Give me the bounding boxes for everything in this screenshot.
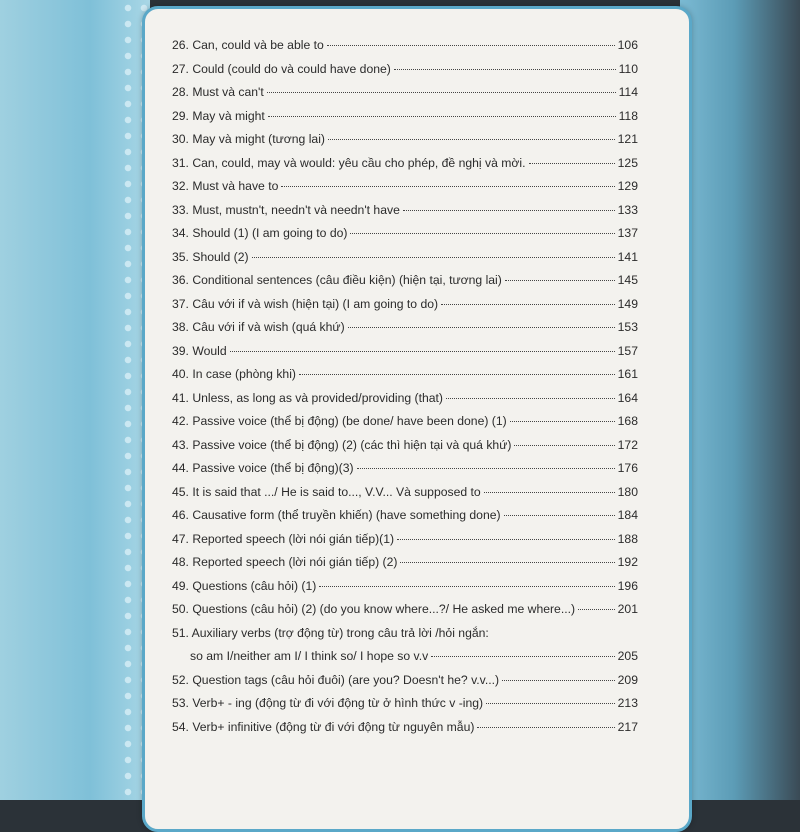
toc-entry-title: 47. Reported speech (lời nói gián tiếp)(1) (172, 531, 395, 546)
dot-leader (299, 374, 615, 375)
toc-entry-page-number: 129 (617, 179, 638, 193)
dot-leader (281, 186, 614, 187)
toc-entry (172, 438, 638, 462)
toc-entry (172, 391, 638, 415)
toc-entry-title: so am I/neither am I/ I think so/ I hope so v.v (190, 649, 429, 663)
dot-leader (505, 280, 615, 281)
toc-entry-title: 26. Can, could và be able to (172, 38, 324, 52)
toc-entry-title: 32. Must và have to (172, 179, 279, 193)
toc-entry-page-number: 188 (617, 531, 638, 546)
toc-entry-page-number: 192 (617, 555, 638, 569)
toc-entry (172, 367, 638, 391)
dot-leader (230, 351, 615, 352)
toc-entry-page-number: 176 (617, 461, 638, 475)
toc-entry (172, 85, 638, 109)
toc-entry-title: 34. Should (1) (I am going to do) (172, 226, 348, 240)
toc-entry-title: 52. Question tags (câu hỏi đuôi) (are you? Doesn't he? v.v...) (172, 672, 500, 687)
toc-entry (172, 579, 638, 603)
toc-entry-page-number: 114 (618, 85, 638, 99)
toc-entry-page-number: 172 (617, 437, 638, 452)
dot-leader (252, 257, 615, 258)
toc-entry (172, 320, 638, 344)
toc-entry-title: 50. Questions (câu hỏi) (2) (do you know where...?/ He asked me where...) (172, 602, 576, 616)
toc-entry-title: 46. Causative form (thể truyền khiến) (have something done) (172, 508, 501, 522)
dot-leader (578, 609, 615, 610)
toc-entry-title: 54. Verb+ infinitive (động từ đi với động từ nguyên mẫu) (172, 719, 475, 734)
dot-leader (477, 727, 614, 728)
toc-entry-page-number: 213 (617, 696, 638, 710)
toc-entry (172, 461, 638, 485)
toc-entry-title: 28. Must và can't (172, 85, 264, 99)
toc-entry (172, 720, 638, 744)
toc-entry-title: 27. Could (could do và could have done) (172, 61, 391, 76)
toc-entry-page-number: 180 (617, 484, 638, 499)
toc-entry-page-number: 161 (617, 367, 638, 381)
toc-entry-title: 37. Câu với if và wish (hiện tại) (I am going to do) (172, 296, 439, 311)
toc-entry (172, 485, 638, 509)
toc-entry-page-number: 205 (617, 649, 638, 663)
toc-entry-page-number: 168 (617, 414, 638, 428)
toc-entry-title: 51. Auxiliary verbs (trợ động từ) trong câu trả lời /hỏi ngắn: (172, 625, 489, 640)
toc-entry (172, 602, 638, 626)
toc-entry-title: 44. Passive voice (thể bị động)(3) (172, 461, 354, 475)
toc-entry (172, 555, 638, 579)
toc-entry (172, 532, 638, 556)
toc-entry-page-number: 141 (617, 249, 638, 264)
dot-leader (268, 116, 616, 117)
dot-leader (267, 92, 616, 93)
toc-entry (172, 273, 638, 297)
toc-entry (172, 38, 638, 62)
dot-leader (446, 398, 615, 399)
dot-leader (431, 656, 614, 657)
dot-leader (397, 539, 615, 540)
dot-leader (441, 304, 615, 305)
dot-leader (510, 421, 615, 422)
toc-entry-title: 49. Questions (câu hỏi) (1) (172, 578, 317, 593)
toc-entry-page-number: 201 (617, 602, 638, 616)
toc-entry (172, 649, 638, 673)
toc-entry (172, 226, 638, 250)
toc-entry-title: 40. In case (phòng khi) (172, 367, 296, 381)
toc-entry-page-number: 110 (618, 61, 638, 76)
dot-leader (348, 327, 615, 328)
toc-entry-title: 53. Verb+ - ing (động từ đi với động từ ở hình thức v -ing) (172, 696, 484, 710)
toc-entry-page-number: 106 (617, 38, 638, 52)
toc-entry (172, 109, 638, 133)
toc-entry-title: 39. Would (172, 343, 227, 358)
toc-entry (172, 203, 638, 227)
toc-entry-page-number: 196 (617, 578, 638, 593)
dot-leader (403, 210, 615, 211)
dot-leader (484, 492, 615, 493)
dot-leader (319, 586, 614, 587)
dot-leader (350, 233, 614, 234)
toc-entry-page-number: 157 (617, 343, 638, 358)
toc-entry (172, 508, 638, 532)
toc-entry-page-number: 118 (618, 108, 638, 123)
toc-entry-page-number: 133 (617, 202, 638, 217)
toc-entry-page-number: 121 (617, 132, 638, 146)
toc-entry (172, 696, 638, 720)
toc-entry (172, 62, 638, 86)
toc-entry-page-number: 164 (617, 390, 638, 405)
toc-entry (172, 626, 638, 650)
dot-leader (486, 703, 615, 704)
toc-entry (172, 344, 638, 368)
toc-entry-title: 31. Can, could, may và would: yêu cầu cho phép, đề nghị và mời. (172, 155, 526, 170)
toc-entry-title: 41. Unless, as long as và provided/providing (that) (172, 390, 443, 405)
toc-entry (172, 297, 638, 321)
toc-entry-page-number: 153 (617, 320, 638, 334)
toc-entry (172, 250, 638, 274)
toc-entry-title: 45. It is said that .../ He is said to..., V.V... Và supposed to (172, 484, 481, 499)
toc-entry-title: 35. Should (2) (172, 249, 249, 264)
toc-entry (172, 132, 638, 156)
dot-leader (529, 163, 615, 164)
dot-leader (502, 680, 615, 681)
toc-entry-title: 30. May và might (tương lai) (172, 132, 325, 146)
toc-entry-title: 48. Reported speech (lời nói gián tiếp) (2) (172, 555, 398, 569)
toc-entry-title: 38. Câu với if và wish (quá khứ) (172, 320, 345, 334)
table-of-contents (172, 38, 638, 743)
toc-entry-page-number: 209 (617, 672, 638, 687)
dot-leader (400, 562, 614, 563)
toc-entry-page-number: 217 (617, 719, 638, 734)
dot-leader (394, 69, 616, 70)
toc-entry-title: 42. Passive voice (thể bị động) (be done/ have been done) (1) (172, 414, 507, 428)
toc-entry-page-number: 184 (617, 508, 638, 522)
toc-entry (172, 414, 638, 438)
dot-leader (327, 45, 615, 46)
toc-entry-page-number: 125 (617, 155, 638, 170)
toc-entry-title: 29. May và might (172, 108, 265, 123)
toc-entry-page-number: 137 (617, 226, 638, 240)
toc-entry (172, 156, 638, 180)
toc-entry-title: 33. Must, mustn't, needn't và needn't have (172, 202, 400, 217)
toc-entry (172, 673, 638, 697)
toc-entry-page-number: 145 (617, 273, 638, 287)
dot-leader (328, 139, 615, 140)
book-edge-right (680, 0, 800, 800)
dot-leader (357, 468, 615, 469)
toc-entry-title: 36. Conditional sentences (câu điều kiện) (hiện tại, tương lai) (172, 273, 502, 287)
toc-entry-title: 43. Passive voice (thể bị động) (2) (các thì hiện tại và quá khứ) (172, 437, 512, 452)
dot-leader (514, 445, 614, 446)
dot-leader (504, 515, 615, 516)
toc-entry (172, 179, 638, 203)
toc-entry-page-number: 149 (617, 296, 638, 311)
